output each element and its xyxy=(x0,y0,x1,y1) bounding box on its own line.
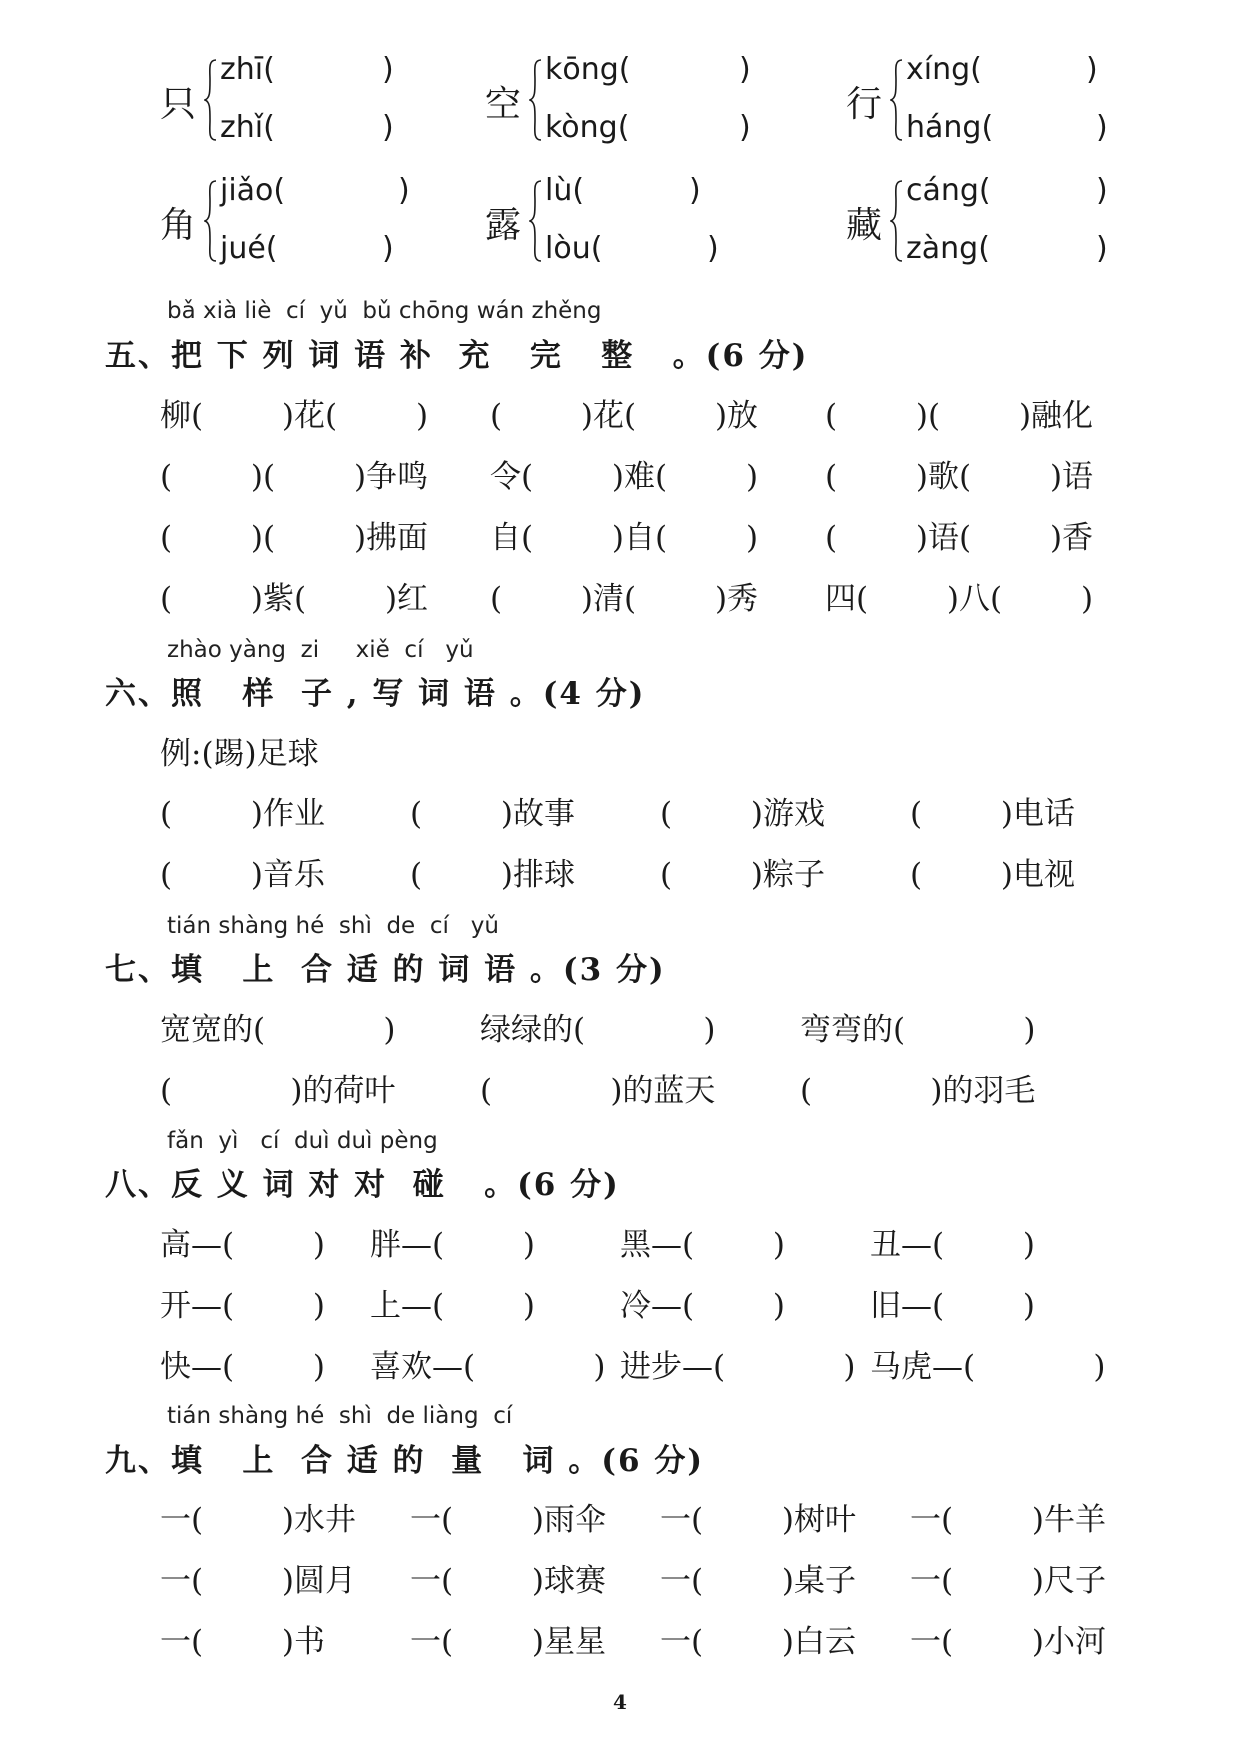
brace-icon xyxy=(204,58,218,142)
polyphonic-group-cang xyxy=(846,173,1116,273)
exercise-item: 弯弯的( ) xyxy=(800,1012,1036,1048)
section-heading: 九、填 上 合 适 的 量 词 。(6 分) xyxy=(105,1443,704,1479)
polyphonic-group-xing xyxy=(846,52,1116,152)
close-paren: ) xyxy=(739,110,751,145)
pinyin-reading: lù( xyxy=(545,173,585,208)
pinyin-reading: zhǐ( xyxy=(220,110,275,145)
exercise-item: ( )的蓝天 xyxy=(480,1073,716,1109)
pinyin-reading: zhī( xyxy=(220,52,275,87)
exercise-item: ( )语( )香 xyxy=(825,520,1094,556)
exercise-item: 一( )白云 xyxy=(660,1624,857,1660)
section-pinyin: zhào yàng zi xiě cí yǔ xyxy=(167,637,474,663)
section-heading: 八、反 义 词 对 对 碰 。(6 分) xyxy=(105,1167,620,1203)
polyphonic-group-kong xyxy=(485,52,775,152)
brace-icon xyxy=(529,179,543,263)
exercise-item: 开—( ) xyxy=(160,1288,326,1324)
page-number: 4 xyxy=(613,1690,627,1714)
exercise-item: 喜欢—( ) xyxy=(370,1349,606,1385)
exercise-item: 一( )牛羊 xyxy=(910,1502,1107,1538)
exercise-item: 旧—( ) xyxy=(870,1288,1036,1324)
pinyin-reading: háng( xyxy=(906,110,994,145)
exercise-item: ( )排球 xyxy=(410,857,576,893)
exercise-item: 宽宽的( ) xyxy=(160,1012,396,1048)
exercise-item: 一( )树叶 xyxy=(660,1502,857,1538)
exercise-item: 一( )桌子 xyxy=(660,1563,857,1599)
pinyin-reading: jué( xyxy=(220,231,278,266)
exercise-item: 上—( ) xyxy=(370,1288,536,1324)
exercise-item: ( )游戏 xyxy=(660,796,826,832)
exercise-item: 柳( )花( ) xyxy=(160,398,429,434)
exercise-item: ( )( )争鸣 xyxy=(160,459,429,495)
exercise-item: ( )作业 xyxy=(160,796,326,832)
exercise-item: ( )的荷叶 xyxy=(160,1073,396,1109)
close-paren: ) xyxy=(1096,173,1108,208)
polyphonic-group-jiao xyxy=(160,173,420,273)
exercise-item: 高—( ) xyxy=(160,1227,326,1263)
pinyin-reading: cáng( xyxy=(906,173,991,208)
exercise-item: 丑—( ) xyxy=(870,1227,1036,1263)
exercise-item: ( )粽子 xyxy=(660,857,826,893)
close-paren: ) xyxy=(739,52,751,87)
exercise-item: ( )花( )放 xyxy=(490,398,759,434)
example-text: 例:(踢)足球 xyxy=(160,736,319,772)
pinyin-reading: zàng( xyxy=(906,231,990,266)
exercise-item: 一( )圆月 xyxy=(160,1563,357,1599)
pinyin-reading: kōng( xyxy=(545,52,631,87)
exercise-item: ( )( )拂面 xyxy=(160,520,429,556)
polyphonic-group-lu xyxy=(485,173,745,273)
exercise-item: 快—( ) xyxy=(160,1349,326,1385)
pinyin-reading: lòu( xyxy=(545,231,603,266)
close-paren: ) xyxy=(382,110,394,145)
exercise-item: 马虎—( ) xyxy=(870,1349,1106,1385)
section-pinyin: bǎ xià liè cí yǔ bǔ chōng wán zhěng xyxy=(167,298,602,324)
exercise-item: 黑—( ) xyxy=(620,1227,786,1263)
exercise-item: ( )的羽毛 xyxy=(800,1073,1036,1109)
section-pinyin: tián shàng hé shì de liàng cí xyxy=(167,1403,513,1429)
close-paren: ) xyxy=(707,231,719,266)
polyphonic-char: 行 xyxy=(846,84,883,125)
exercise-item: 一( )星星 xyxy=(410,1624,607,1660)
close-paren: ) xyxy=(382,231,394,266)
exercise-item: ( )( )融化 xyxy=(825,398,1094,434)
exercise-item: 一( )雨伞 xyxy=(410,1502,607,1538)
polyphonic-char: 藏 xyxy=(846,205,883,246)
close-paren: ) xyxy=(398,173,410,208)
exercise-item: ( )电视 xyxy=(910,857,1076,893)
polyphonic-group-zhi xyxy=(160,52,420,152)
polyphonic-char: 只 xyxy=(160,84,197,125)
exercise-item: 绿绿的( ) xyxy=(480,1012,716,1048)
exercise-item: 一( )水井 xyxy=(160,1502,357,1538)
pinyin-reading: kòng( xyxy=(545,110,630,145)
polyphonic-char: 角 xyxy=(160,205,197,246)
section-heading: 七、填 上 合 适 的 词 语 。(3 分) xyxy=(105,952,666,988)
section-heading: 五、把 下 列 词 语 补 充 完 整 。(6 分) xyxy=(105,338,809,374)
exercise-item: ( )电话 xyxy=(910,796,1076,832)
exercise-item: 一( )球赛 xyxy=(410,1563,607,1599)
close-paren: ) xyxy=(1096,231,1108,266)
exercise-item: 冷—( ) xyxy=(620,1288,786,1324)
exercise-item: 进步—( ) xyxy=(620,1349,856,1385)
brace-icon xyxy=(204,179,218,263)
brace-icon xyxy=(890,58,904,142)
exercise-item: 自( )自( ) xyxy=(490,520,759,556)
exercise-item: 胖—( ) xyxy=(370,1227,536,1263)
exercise-item: ( )清( )秀 xyxy=(490,581,759,617)
section-heading: 六、照 样 子 , 写 词 语 。(4 分) xyxy=(105,676,646,712)
exercise-item: 四( )八( ) xyxy=(825,581,1094,617)
brace-icon xyxy=(890,179,904,263)
close-paren: ) xyxy=(1096,110,1108,145)
polyphonic-char: 空 xyxy=(485,84,522,125)
pinyin-reading: xíng( xyxy=(906,52,982,87)
close-paren: ) xyxy=(1086,52,1098,87)
exercise-item: 一( )尺子 xyxy=(910,1563,1107,1599)
close-paren: ) xyxy=(689,173,701,208)
exercise-item: 一( )书 xyxy=(160,1624,326,1660)
exercise-item: ( )故事 xyxy=(410,796,576,832)
close-paren: ) xyxy=(382,52,394,87)
exercise-item: ( )歌( )语 xyxy=(825,459,1094,495)
exercise-item: ( )音乐 xyxy=(160,857,326,893)
exercise-item: 令( )难( ) xyxy=(490,459,759,495)
section-pinyin: tián shàng hé shì de cí yǔ xyxy=(167,913,499,939)
section-pinyin: fǎn yì cí duì duì pèng xyxy=(167,1128,438,1154)
brace-icon xyxy=(529,58,543,142)
exercise-item: ( )紫( )红 xyxy=(160,581,429,617)
pinyin-reading: jiǎo( xyxy=(220,173,286,208)
exercise-item: 一( )小河 xyxy=(910,1624,1107,1660)
polyphonic-char: 露 xyxy=(485,205,522,246)
